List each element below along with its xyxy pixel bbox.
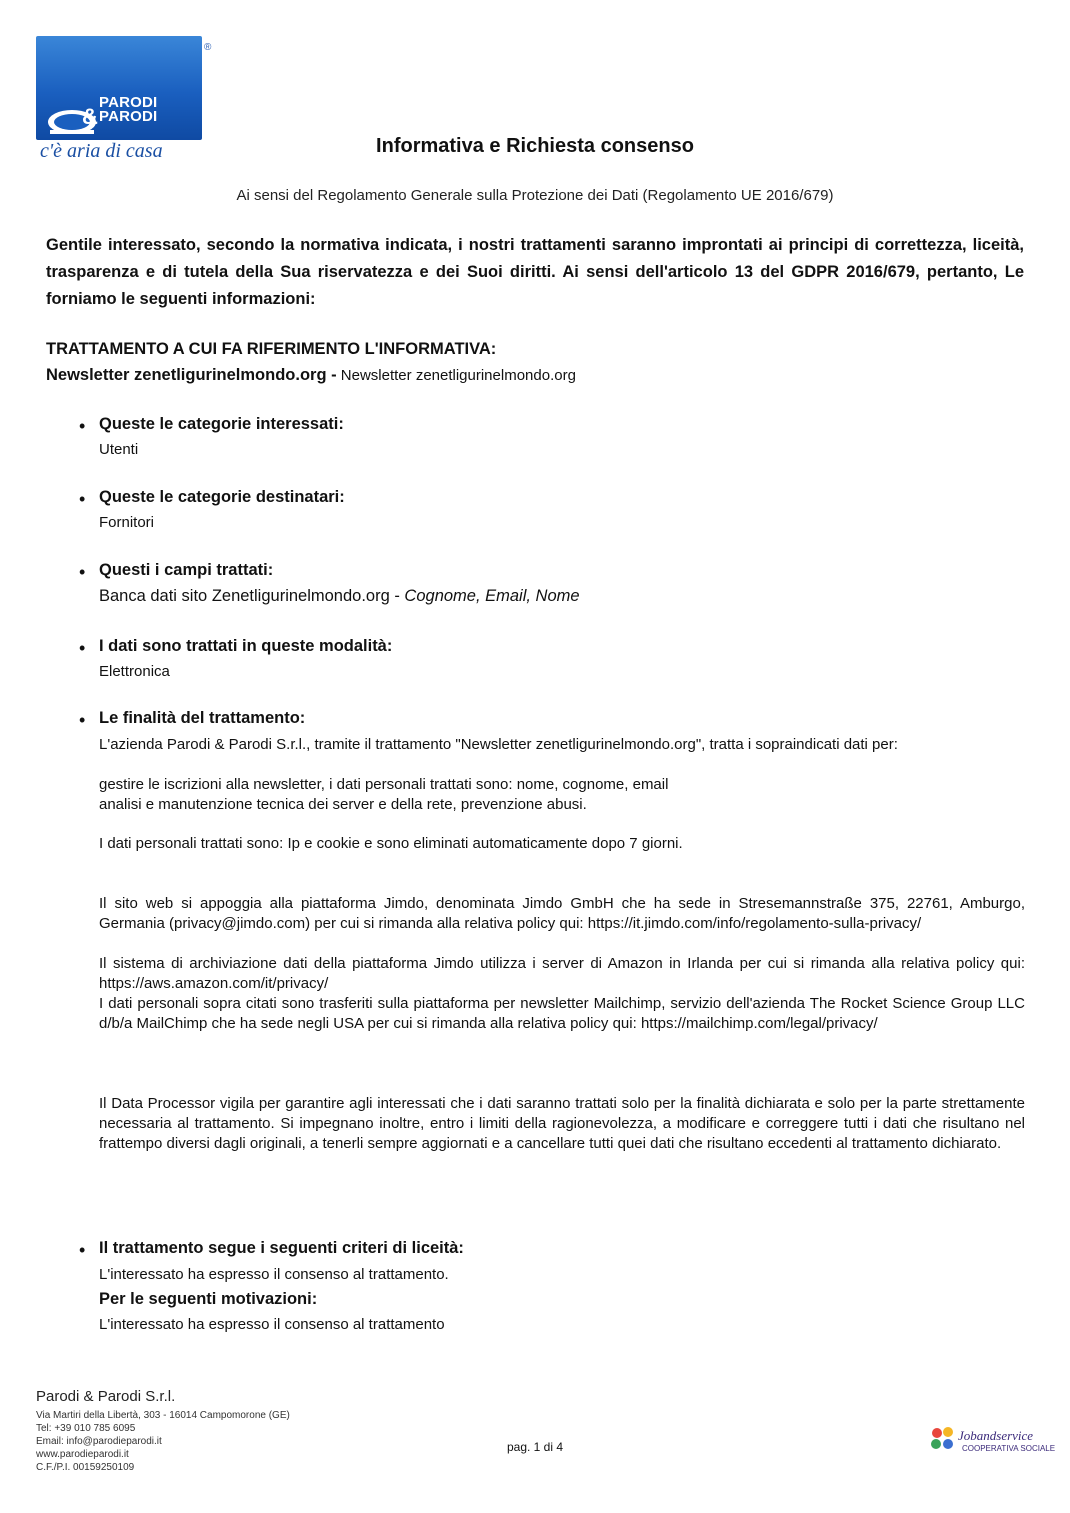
treatment-name-normal: Newsletter zenetligurinelmondo.org [336, 367, 576, 384]
bullet-icon: • [79, 1240, 86, 1260]
bullet-icon: • [79, 562, 86, 582]
amazon-paragraph: Il sistema di archiviazione dati della piattaforma Jimdo utilizza i server di Amazon in Irlanda per cui si rimanda alla relativa policy qui: https://aws.amazon.com/it/privacy/ [99, 955, 1025, 992]
mailchimp-paragraph: I dati personali sopra citati sono trasferiti sulla piattaforma per newsletter Mailchimp, servizio dell'azienda The Rocket Science Group LLC d/b/a MailChimp che ha sede negli USA per cui si rimanda alla relativa policy qui: https://mailchimp.com/legal/privacy/ [99, 995, 1025, 1032]
section-motivazioni-head: Per le seguenti motivazioni: [99, 1290, 318, 1308]
page-subtitle: Ai sensi del Regolamento Generale sulla Protezione dei Dati (Regolamento UE 2016/679) [236, 187, 834, 204]
logo-tagline: c'è aria di casa [40, 140, 163, 162]
section-modalita-value: Elettronica [99, 663, 170, 680]
page-title: Informativa e Richiesta consenso [376, 135, 694, 157]
logo-registered: ® [204, 42, 212, 53]
jimdo-paragraph: Il sito web si appoggia alla piattaforma Jimdo, denominata Jimdo GmbH che ha sede in Stresemannstraße 375, 22761, Amburgo, Germania (privacy@jimdo.com) per cui si rimanda alla relativa policy qui: https://it.jimdo.com/info/regolamento-sulla-privacy/ [99, 895, 1025, 932]
section-interessati-head: Queste le categorie interessati: [99, 415, 344, 433]
treatment-name [46, 366, 576, 385]
section-finalita-line4: I dati personali trattati sono: Ip e cookie e sono eliminati automaticamente dopo 7 giorni. [99, 835, 683, 852]
partner-logo-sub: COOPERATIVA SOCIALE [962, 1444, 1056, 1453]
section-campi-db: Banca dati sito Zenetligurinelmondo.org - [99, 587, 405, 605]
footer-email: Email: info@parodieparodi.it [36, 1436, 162, 1447]
section-liceita-head: Il trattamento segue i seguenti criteri di liceità: [99, 1239, 464, 1257]
partner-logo-icon [928, 1424, 958, 1454]
section-interessati-value: Utenti [99, 441, 139, 458]
section-campi-fields: Cognome, Email, Nome [404, 587, 580, 605]
footer-address: Via Martiri della Libertà, 303 - 16014 Campomorone (GE) [36, 1410, 290, 1421]
partner-logo-name: Jobandservice [958, 1428, 1034, 1443]
bullet-icon: • [79, 638, 86, 658]
treatment-heading: TRATTAMENTO A CUI FA RIFERIMENTO L'INFORMATIVA: [46, 340, 497, 358]
treatment-name-bold: Newsletter zenetligurinelmondo.org - [46, 366, 337, 384]
section-finalita-head: Le finalità del trattamento: [99, 709, 306, 727]
section-destinatari-value: Fornitori [99, 514, 155, 531]
section-finalita-line1: L'azienda Parodi & Parodi S.r.l., tramite il trattamento "Newsletter zenetligurinelmondo.org", tratta i sopraindicati dati per: [99, 736, 898, 753]
bullet-icon: • [79, 416, 86, 436]
footer-web: www.parodieparodi.it [36, 1449, 129, 1460]
section-campi-value [99, 587, 580, 606]
section-campi-head: Questi i campi trattati: [99, 561, 274, 579]
bullet-icon: • [79, 489, 86, 509]
page-number: pag. 1 di 4 [506, 1440, 564, 1454]
section-destinatari-head: Queste le categorie destinatari: [99, 488, 345, 506]
section-finalita-line2: gestire le iscrizioni alla newsletter, i dati personali trattati sono: nome, cognome, email [99, 776, 669, 793]
footer-company: Parodi & Parodi S.r.l. [36, 1388, 176, 1405]
section-motivazioni-value: L'interessato ha espresso il consenso al trattamento [99, 1316, 445, 1333]
processor-paragraph: Il Data Processor vigila per garantire agli interessati che i dati saranno trattati solo per la finalità dichiarata e solo per la parte strettamente necessaria al trattamento. Si impegnano inoltre, entro i limiti della ragionevolezza, a modificare e correggere tutti i dati che risultano nel frattempo diversi dagli originali, a tenerli sempre aggiornati e a cancellare tutti quei dati che risultano eccedenti al trattamento dichiarato. [99, 1095, 1025, 1152]
footer-vat: C.F./P.I. 00159250109 [36, 1462, 135, 1473]
intro-paragraph: Gentile interessato, secondo la normativa indicata, i nostri trattamenti saranno improntati ai principi di correttezza, liceità, trasparenza e di tutela della Sua riservatezza e dei Suoi diritti. Ai sensi dell'articolo 13 del GDPR 2016/679, pertanto, Le forniamo le seguenti informazioni: [46, 236, 1024, 308]
bullet-icon: • [79, 710, 86, 730]
logo-brand: PARODI PARODI [99, 94, 158, 125]
section-finalita-line3: analisi e manutenzione tecnica dei server e della rete, prevenzione abusi. [99, 796, 587, 813]
logo-ampersand: & [82, 104, 98, 129]
section-liceita-value: L'interessato ha espresso il consenso al trattamento. [99, 1266, 449, 1283]
section-modalita-head: I dati sono trattati in queste modalità: [99, 637, 393, 655]
footer-tel: Tel: +39 010 785 6095 [36, 1423, 136, 1434]
